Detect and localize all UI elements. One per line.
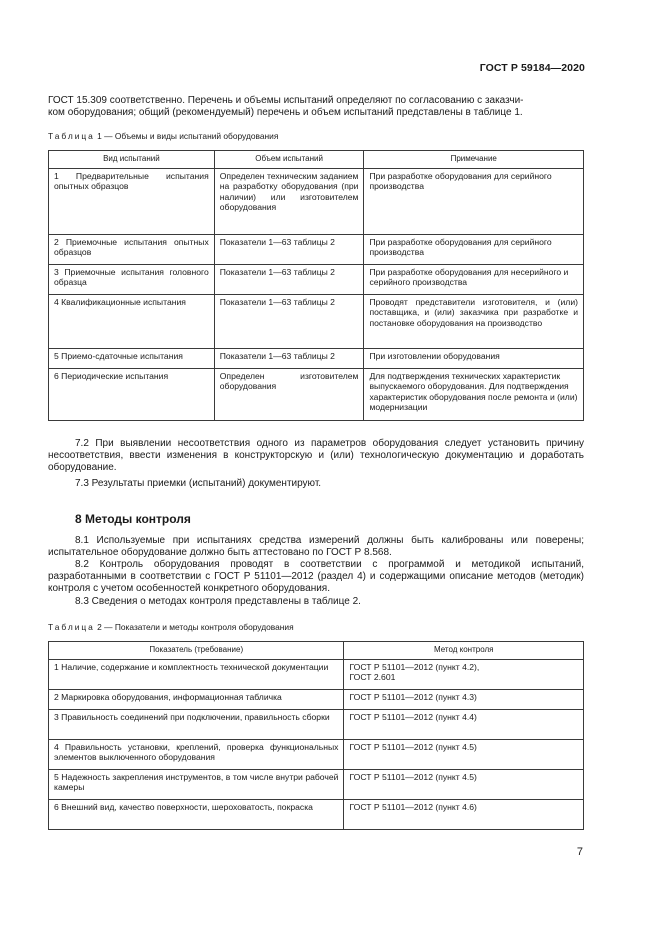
table1-kind-cell: 2 Приемочные испытания опытных образцов [49,235,215,265]
table1-header-row [49,151,584,169]
document-header: ГОСТ Р 59184—2020 [479,62,585,74]
table2-caption-word: Таблица [48,622,95,632]
table1-scope-cell: Определен техническим заданием на разработку оборудования (при наличии) или изготовителем оборудования [214,169,364,235]
page-number: 7 [576,846,583,858]
table1-scope-cell: Показатели 1—63 таблицы 2 [214,235,364,265]
table1-caption-word: Таблица [48,131,95,141]
table2-header-method: Метод контроля [344,642,584,660]
table2-indicator-cell: 3 Правильность соединений при подключении, правильность сборки [49,710,344,740]
table1-scope-cell: Показатели 1—63 таблицы 2 [214,349,364,369]
paragraph-8-1: 8.1 Используемые при испытаниях средства измерений должны быть калиброваны или поверены; испытательное оборудование должно быть аттестовано по ГОСТ Р 8.568. [48,535,584,558]
table-row [49,690,584,710]
table1-kind-cell: 5 Приемо-сдаточные испытания [49,349,215,369]
table-row [49,235,584,265]
intro-paragraph [48,95,584,119]
table-row [49,660,584,690]
table-row [49,169,584,235]
table-row [49,369,584,421]
table2-indicator-cell: 2 Маркировка оборудования, информационная табличка [49,690,344,710]
table2-method-line: ГОСТ 2.601 [349,672,396,683]
table1-caption-text: 1 — Объемы и виды испытаний оборудования [97,131,279,141]
table1-scope-cell: Показатели 1—63 таблицы 2 [214,295,364,349]
table1-scope-cell: Определен изготовителем оборудования [214,369,364,421]
paragraph-8-2: 8.2 Контроль оборудования проводят в соответствии с программой и методикой испытаний, разработанными в соответствии с ГОСТ Р 51101—2012 (раздел 4) и содержащими описание методов (методик) контроля с учетом особенностей конкретного оборудования. [48,559,584,594]
table1-kind-cell: 6 Периодические испытания [49,369,215,421]
table1-header-kind: Вид испытаний [49,151,215,169]
table-row [49,710,584,740]
table1-kind-cell: 4 Квалификационные испытания [49,295,215,349]
table1-note-cell: Для подтверждения технических характеристик выпускаемого оборудования. Для подтверждения характеристик оборудования после ремонта и (или) модернизации [364,369,584,421]
table1-note-cell: При разработке оборудования для серийного производства [364,169,584,235]
table1-caption [48,131,278,141]
table2-method-cell: ГОСТ Р 51101—2012 (пункт 4.6) [344,800,584,830]
table2-caption-text: 2 — Показатели и методы контроля оборудования [97,622,294,632]
table2 [48,641,584,830]
table1-header-note: Примечание [364,151,584,169]
section-heading: 8 Методы контроля [75,512,191,526]
table-row [49,265,584,295]
table-row [49,770,584,800]
table2-header-indicator: Показатель (требование) [49,642,344,660]
table-row [49,740,584,770]
table1-note-cell: При разработке оборудования для серийного производства [364,235,584,265]
table2-method-cell [344,660,584,690]
table-row [49,800,584,830]
intro-line-2: ком оборудования; общий (рекомендуемый) перечень и объем испытаний представлены в таблице 1. [48,107,523,118]
table2-header-row [49,642,584,660]
table1-header-scope: Объем испытаний [214,151,364,169]
intro-line-1: ГОСТ 15.309 соответственно. Перечень и объемы испытаний определяют по согласованию с заказчи- [48,95,524,106]
table2-caption [48,622,294,632]
paragraph-7-3: 7.3 Результаты приемки (испытаний) документируют. [75,478,322,489]
table2-method-cell: ГОСТ Р 51101—2012 (пункт 4.4) [344,710,584,740]
table2-method-line: ГОСТ Р 51101—2012 (пункт 4.2), [349,662,480,672]
table-row [49,349,584,369]
table2-method-cell: ГОСТ Р 51101—2012 (пункт 4.5) [344,740,584,770]
table2-method-cell: ГОСТ Р 51101—2012 (пункт 4.3) [344,690,584,710]
table1-kind-cell: 1 Предварительные испытания опытных образцов [49,169,215,235]
table2-method-cell: ГОСТ Р 51101—2012 (пункт 4.5) [344,770,584,800]
paragraph-8-3: 8.3 Сведения о методах контроля представлены в таблице 2. [75,596,361,607]
table1-note-cell: При изготовлении оборудования [364,349,584,369]
table1-kind-cell: 3 Приемочные испытания головного образца [49,265,215,295]
table-row [49,295,584,349]
paragraph-7-2: 7.2 При выявлении несоответствия одного из параметров оборудования следует установить причину несоответствия, ввести изменения в конструкторскую и (или) технологическую документацию и доработать оборудование. [48,438,584,473]
table1-note-cell: Проводят представители изготовителя, и (или) поставщика, и (или) заказчика при разработке и постановке оборудования на производство [364,295,584,349]
table2-indicator-cell: 4 Правильность установки, креплений, проверка функциональных элементов выключенного оборудования [49,740,344,770]
table2-indicator-cell: 6 Внешний вид, качество поверхности, шероховатость, покраска [49,800,344,830]
table2-indicator-cell: 1 Наличие, содержание и комплектность технической документации [49,660,344,690]
table1 [48,150,584,421]
table1-note-cell: При разработке оборудования для несерийного и серийного производства [364,265,584,295]
table2-indicator-cell: 5 Надежность закрепления инструментов, в том числе внутри рабочей камеры [49,770,344,800]
table1-scope-cell: Показатели 1—63 таблицы 2 [214,265,364,295]
